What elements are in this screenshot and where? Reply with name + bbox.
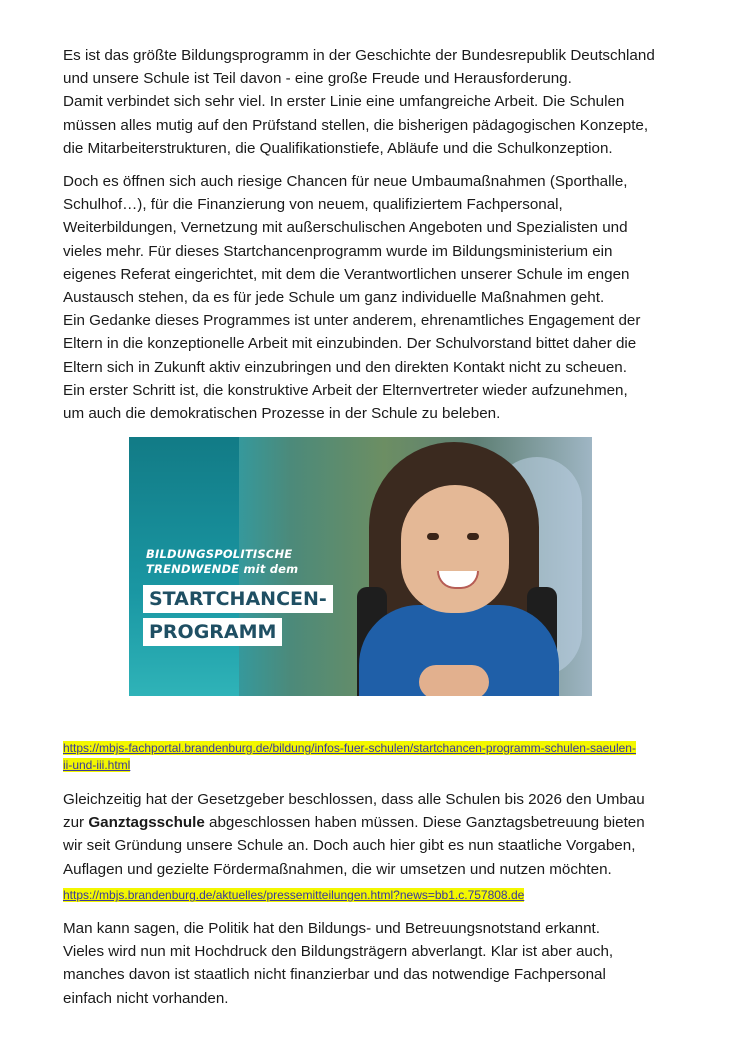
banner-subtitle xyxy=(146,547,298,577)
text-line: Damit verbindet sich sehr viel. In erster Linie eine umfangreiche Arbeit. Die Schulen xyxy=(63,93,625,111)
text-line: Auflagen und gezielte Fördermaßnahmen, die wir umsetzen und nutzen möchten. xyxy=(63,860,612,878)
text-line: Weiterbildungen, Vernetzung mit außerschulischen Angeboten und Spezialisten und xyxy=(63,219,628,237)
intro-paragraph xyxy=(63,44,703,160)
text-line: müssen alles mutig auf den Prüfstand stellen, die bisherigen pädagogischen Konzepte, xyxy=(63,116,649,134)
fachportal-link[interactable] xyxy=(63,740,703,774)
text-line: Eltern sich in Zukunft aktiv einzubringen und den direkten Kontakt nicht zu scheuen. xyxy=(63,358,627,376)
closing-paragraph xyxy=(63,917,703,1010)
text-line: vieles mehr. Für dieses Startchancenprogramm wurde im Bildungsministerium ein xyxy=(63,242,613,260)
girl-eye xyxy=(467,533,479,540)
text-line: Schulhof…), für die Finanzierung von neuem, qualifiziertem Fachpersonal, xyxy=(63,196,563,214)
banner-line: TRENDWENDE mit dem xyxy=(146,562,299,576)
text-line: um auch die demokratischen Prozesse in der Schule zu beleben. xyxy=(63,405,501,423)
girl-eye xyxy=(427,533,439,540)
text-line: Vieles wird nun mit Hochdruck den Bildungsträgern abverlangt. Klar ist aber auch, xyxy=(63,943,614,961)
link-text[interactable]: https://mbjs-fachportal.brandenburg.de/bildung/infos-fuer-schulen/startchancen-programm-schulen-saeulen- xyxy=(63,741,636,755)
text-line: wir seit Gründung unsere Schule an. Doch auch hier gibt es nun staatliche Vorgaben, xyxy=(63,837,636,855)
text-line: Doch es öffnen sich auch riesige Chancen für neue Umbaumaßnahmen (Sporthalle, xyxy=(63,173,628,190)
press-release-link[interactable] xyxy=(63,887,703,904)
text-line: Austausch stehen, da es für jede Schule um ganz individuelle Maßnahmen geht. xyxy=(63,289,605,307)
text-line xyxy=(63,811,703,834)
banner-line: BILDUNGSPOLITISCHE xyxy=(146,547,293,561)
text-line: Ein Gedanke dieses Programmes ist unter anderem, ehrenamtliches Engagement der xyxy=(63,312,641,330)
ganztag-paragraph xyxy=(63,788,703,881)
text-line: eigenes Referat eingerichtet, mit dem die Verantwortlichen unserer Schule im engen xyxy=(63,265,630,283)
bold-term: Ganztagsschule xyxy=(88,814,205,832)
text-segment: zur xyxy=(63,814,89,832)
text-line: einfach nicht vorhanden. xyxy=(63,989,229,1007)
text-line: Es ist das größte Bildungsprogramm in der Geschichte der Bundesrepublik Deutschland xyxy=(63,47,655,64)
text-segment: abgeschlossen haben müssen. Diese Ganztagsbetreuung bieten xyxy=(204,814,645,832)
link-text[interactable]: https://mbjs.brandenburg.de/aktuelles/pressemitteilungen.html?news=bb1.c.757808.de xyxy=(63,888,525,902)
link-text[interactable]: ii-und-iii.html xyxy=(63,758,131,772)
text-line: und unsere Schule ist Teil davon - eine große Freude und Herausforderung. xyxy=(63,70,572,88)
girl-hands xyxy=(419,665,489,696)
text-line: die Mitarbeiterstrukturen, die Qualifikationstiefe, Abläufe und die Schulkonzeption. xyxy=(63,139,613,157)
text-line: Ein erster Schritt ist, die konstruktive Arbeit der Elternvertreter wieder aufzunehmen, xyxy=(63,381,628,399)
text-line: Gleichzeitig hat der Gesetzgeber beschlossen, dass alle Schulen bis 2026 den Umbau xyxy=(63,791,645,808)
text-line: Man kann sagen, die Politik hat den Bildungs- und Betreuungsnotstand erkannt. xyxy=(63,920,600,937)
banner-title-line: STARTCHANCEN- xyxy=(143,585,333,613)
girl-face xyxy=(401,485,509,613)
banner-title-line: PROGRAMM xyxy=(143,618,282,646)
opportunities-paragraph xyxy=(63,170,703,425)
text-line: Eltern in die konzeptionelle Arbeit mit einzubinden. Der Schulvorstand bittet daher die xyxy=(63,335,637,353)
text-line: manches davon ist staatlich nicht finanzierbar und das notwendige Fachpersonal xyxy=(63,966,606,984)
startchancen-banner-image xyxy=(129,437,592,696)
